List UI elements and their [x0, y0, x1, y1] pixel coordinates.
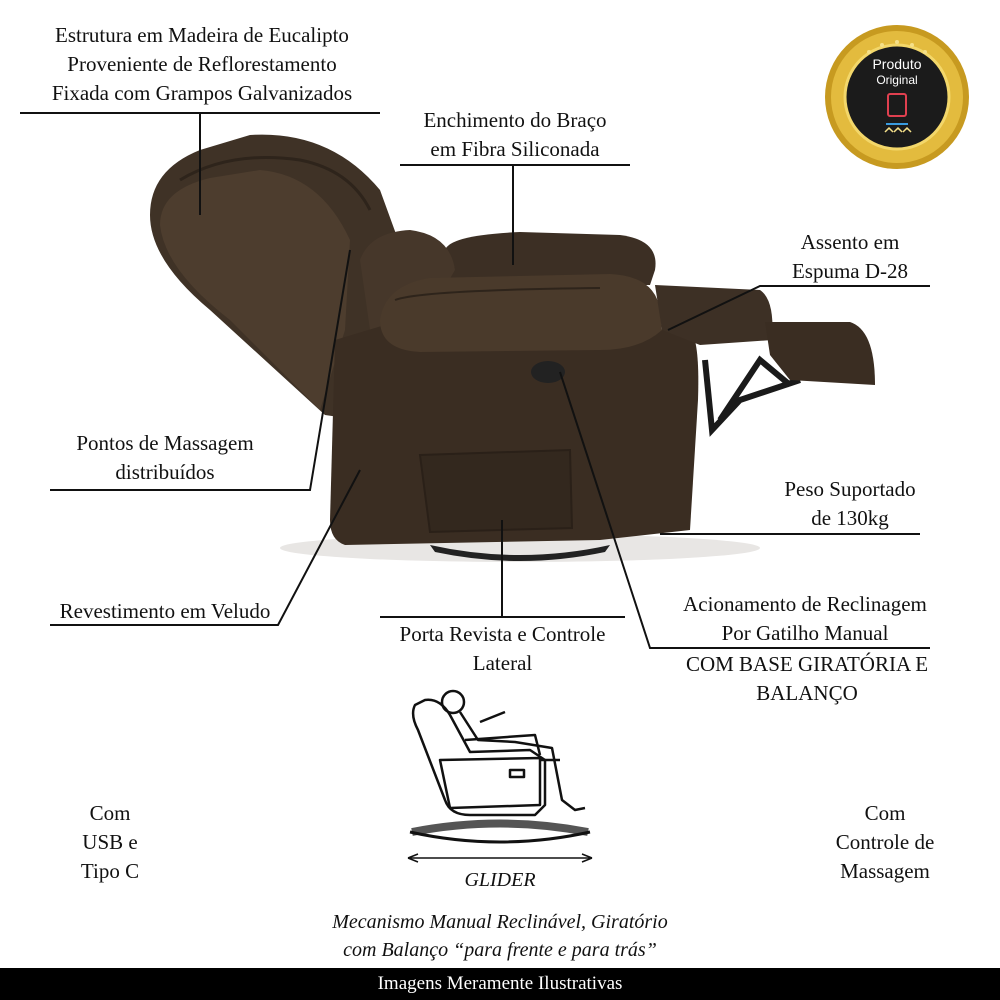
feature-usb: Com USB e Tipo C — [80, 801, 140, 883]
callout-assento: Assento em Espuma D-28 — [791, 230, 909, 283]
recline-lever — [531, 361, 565, 383]
mechanism-caption: Mecanismo Manual Reclinável, Giratório com Balanço “para frente e para trás” — [332, 911, 668, 961]
glider-label: GLIDER — [464, 869, 536, 891]
callout-estrutura: Estrutura em Madeira de Eucalipto Proveniente de Reflorestamento Fixada com Grampos Galvanizados — [51, 23, 353, 105]
callout-porta: Porta Revista e Controle Lateral — [399, 622, 606, 675]
rule-estrutura — [20, 112, 380, 114]
original-product-seal — [822, 22, 972, 172]
callout-base: COM BASE GIRATÓRIA E BALANÇO — [685, 652, 929, 705]
feature-controle-massagem: Com Controle de Massagem — [835, 801, 935, 883]
rule-enchimento — [400, 164, 630, 166]
seal-line-1: Produto — [872, 56, 922, 72]
footer-disclaimer: Imagens Meramente Ilustrativas — [0, 968, 1000, 1000]
callout-revestimento: Revestimento em Veludo — [59, 599, 271, 623]
callout-peso: Peso Suportado de 130kg — [784, 477, 916, 530]
callout-acionamento: Acionamento de Reclinagem Por Gatilho Manual — [683, 592, 927, 645]
callout-enchimento: Enchimento do Braço em Fibra Siliconada — [423, 108, 607, 161]
seal-line-2: Original — [876, 73, 918, 87]
callout-massagem: Pontos de Massagem distribuídos — [76, 431, 254, 484]
glider-chair-icon — [408, 691, 592, 862]
